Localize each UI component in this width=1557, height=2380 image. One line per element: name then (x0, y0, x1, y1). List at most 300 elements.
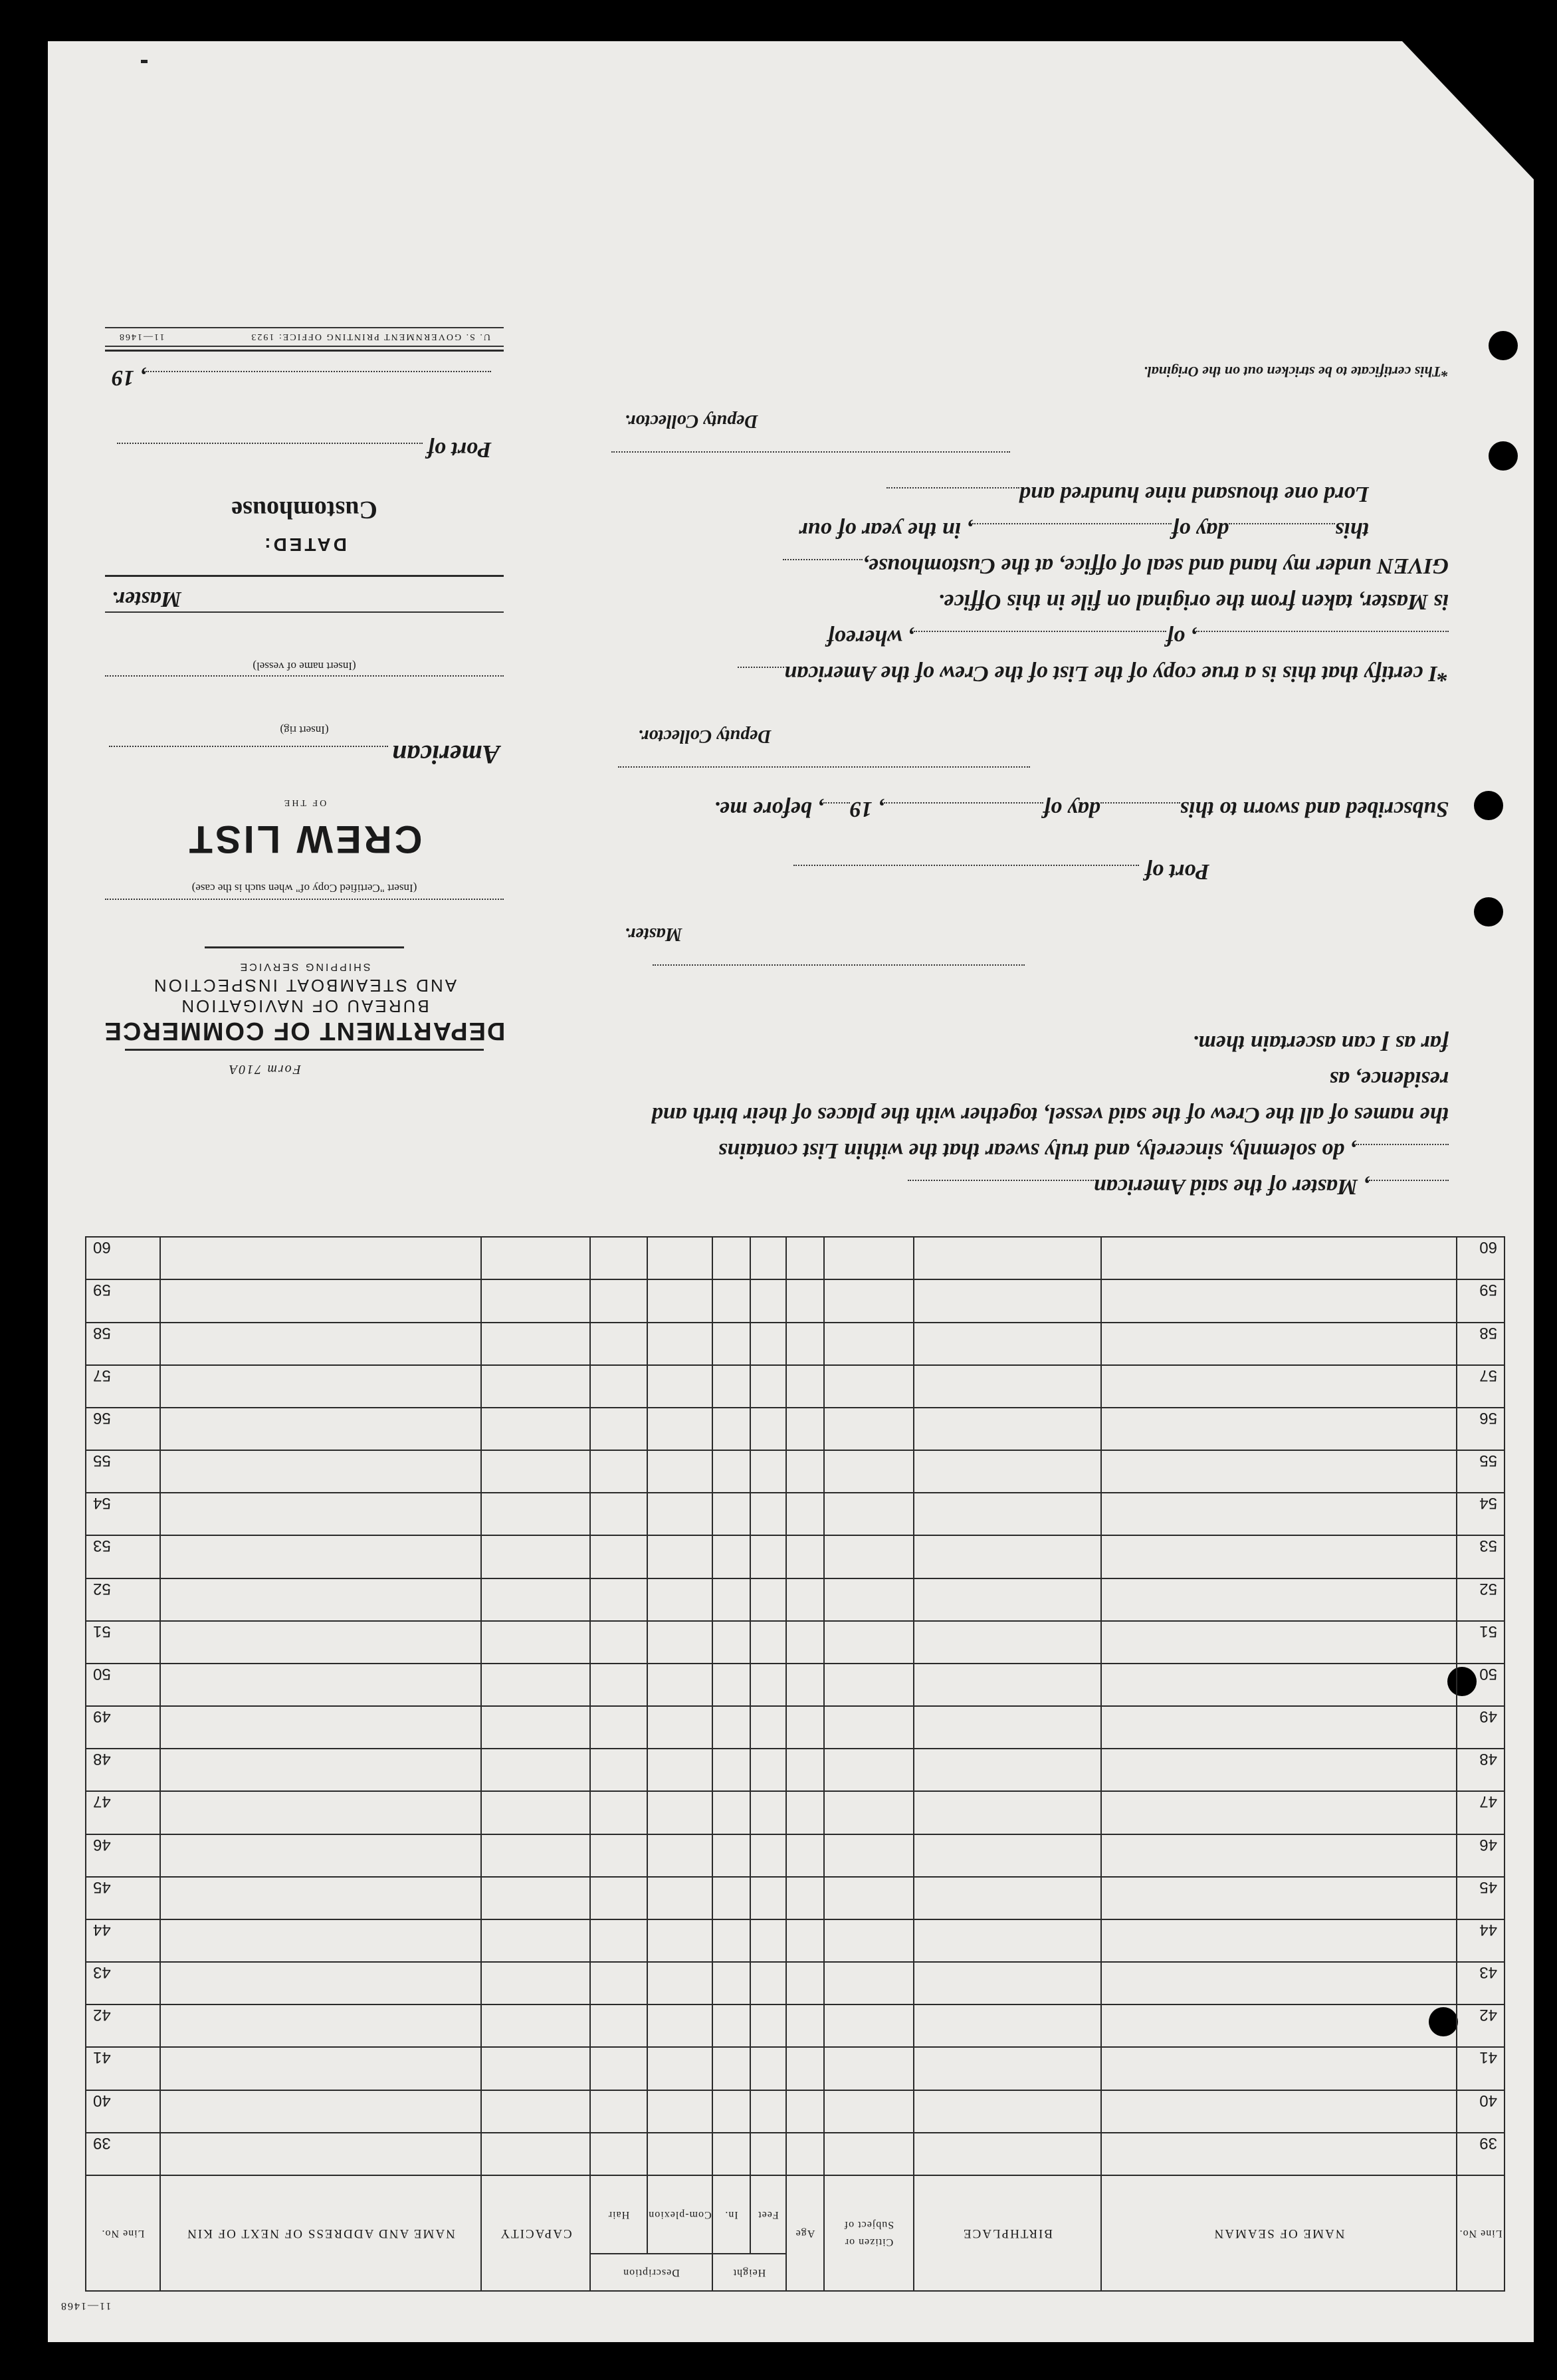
form-code: 11—1468 (118, 332, 165, 342)
table-row (86, 1493, 1505, 1535)
table-cell (914, 1621, 1101, 1664)
table-cell (914, 1919, 1101, 1962)
table-cell (712, 1919, 750, 1962)
table-cell (647, 1706, 712, 1749)
table-cell (824, 1877, 914, 1919)
table-cell (750, 1365, 786, 1408)
table-cell (824, 1323, 914, 1365)
table-cell (712, 1493, 750, 1535)
table-cell (1101, 1408, 1457, 1450)
table-cell (160, 1877, 481, 1919)
subscribed-text: Subscribed and sworn to this (1180, 797, 1449, 821)
subscribed-before: , before me. (714, 797, 823, 821)
table-cell (481, 1535, 590, 1578)
table-cell (1101, 1578, 1457, 1621)
table-cell (1101, 1279, 1457, 1322)
table-cell (824, 1834, 914, 1877)
table-cell (824, 1578, 914, 1621)
table-cell (712, 2004, 750, 2047)
table-cell (786, 1493, 824, 1535)
table-cell (160, 1279, 481, 1322)
crew-table-section (86, 1236, 1505, 2292)
table-cell (590, 2004, 647, 2047)
line-number-left: 51 (1457, 1621, 1505, 1664)
table-cell (824, 1365, 914, 1408)
certify-master: is Master, taken from the original on file in this Office. (938, 590, 1449, 614)
customhouse-label: Customhouse (231, 496, 377, 524)
table-cell (160, 1834, 481, 1877)
table-cell (481, 1749, 590, 1791)
table-cell (481, 1621, 590, 1664)
table-cell (824, 1535, 914, 1578)
bureau-line-1: BUREAU OF NAVIGATION (179, 996, 429, 1016)
table-cell (647, 1493, 712, 1535)
line-number-left: 46 (1457, 1834, 1505, 1877)
master-label: Master. (112, 587, 181, 611)
table-cell (160, 1791, 481, 1834)
department-title: DEPARTMENT OF COMMERCE (103, 1017, 506, 1045)
table-cell (1101, 1962, 1457, 2004)
table-cell (914, 1493, 1101, 1535)
table-row (86, 1323, 1505, 1365)
line-number-left: 52 (1457, 1578, 1505, 1621)
line-number-left: 48 (1457, 1749, 1505, 1791)
table-cell (914, 1323, 1101, 1365)
line-number-right: 39 (86, 2133, 160, 2175)
table-row (86, 1450, 1505, 1493)
table-cell (590, 1962, 647, 2004)
table-cell (786, 2004, 824, 2047)
table-cell (786, 1791, 824, 1834)
table-cell (1101, 1664, 1457, 1706)
line-number-left: 53 (1457, 1535, 1505, 1578)
oath-section (585, 61, 1449, 1204)
table-cell (481, 1408, 590, 1450)
line-number-right: 45 (86, 1877, 160, 1919)
table-cell (481, 1706, 590, 1749)
table-cell (647, 2047, 712, 2090)
table-cell (647, 1237, 712, 1279)
line-number-right: 48 (86, 1749, 160, 1791)
line-number-right: 46 (86, 1834, 160, 1877)
table-cell (786, 1408, 824, 1450)
table-cell (712, 1706, 750, 1749)
table-cell (712, 1664, 750, 1706)
table-cell (786, 1664, 824, 1706)
year-prefix: , 19 (112, 366, 146, 390)
table-cell (914, 2133, 1101, 2175)
table-cell (824, 1749, 914, 1791)
table-cell (786, 1621, 824, 1664)
certificate-footnote: *This certificate to be stricken out on the Original. (1144, 364, 1449, 380)
table-row (86, 2133, 1505, 2175)
table-cell (786, 1919, 824, 1962)
table-cell (481, 1237, 590, 1279)
header-line-no-right: Line No. (86, 2175, 160, 2291)
table-cell (1101, 2047, 1457, 2090)
table-cell (647, 1535, 712, 1578)
port-of-title: Port of (427, 437, 492, 462)
table-cell (914, 1450, 1101, 1493)
table-cell (786, 1834, 824, 1877)
line-number-left: 42 (1457, 2004, 1505, 2047)
line-number-left: 47 (1457, 1791, 1505, 1834)
table-cell (160, 1621, 481, 1664)
table-cell (160, 1493, 481, 1535)
line-number-left: 55 (1457, 1450, 1505, 1493)
line-number-right: 53 (86, 1535, 160, 1578)
line-number-right: 50 (86, 1664, 160, 1706)
port-of-label: Port of (1144, 859, 1209, 884)
line-number-right: 43 (86, 1962, 160, 2004)
table-cell (481, 1834, 590, 1877)
table-cell (647, 1664, 712, 1706)
table-cell (824, 1706, 914, 1749)
line-number-left: 44 (1457, 1919, 1505, 1962)
certify-of: , of (1166, 625, 1196, 650)
table-cell (481, 1323, 590, 1365)
table-row (86, 1535, 1505, 1578)
line-number-right: 57 (86, 1365, 160, 1408)
header-description: Description (590, 2254, 712, 2291)
table-cell (914, 1664, 1101, 1706)
table-cell (786, 2090, 824, 2133)
table-cell (712, 1237, 750, 1279)
table-row (86, 1749, 1505, 1791)
table-cell (647, 1365, 712, 1408)
table-cell (481, 1664, 590, 1706)
header-complexion: Com-plexion (647, 2175, 712, 2254)
table-cell (590, 1493, 647, 1535)
table-cell (647, 2133, 712, 2175)
table-cell (1101, 1323, 1457, 1365)
table-cell (914, 1578, 1101, 1621)
table-cell (590, 1365, 647, 1408)
table-cell (590, 2090, 647, 2133)
table-cell (647, 1749, 712, 1791)
table-cell (750, 1237, 786, 1279)
table-cell (590, 1919, 647, 1962)
table-cell (750, 1408, 786, 1450)
table-cell (160, 1706, 481, 1749)
table-cell (647, 1408, 712, 1450)
table-row (86, 2047, 1505, 2090)
table-cell (590, 2133, 647, 2175)
dated-label: DATED: (262, 534, 347, 555)
table-cell (1101, 1791, 1457, 1834)
table-cell (647, 1450, 712, 1493)
table-row (86, 2004, 1505, 2047)
table-cell (824, 1450, 914, 1493)
given-dayof: day of (1172, 518, 1229, 542)
table-cell (824, 1919, 914, 1962)
oath-line1: , Master of the said American (1093, 1174, 1369, 1199)
table-cell (160, 1919, 481, 1962)
table-cell (160, 2133, 481, 2175)
table-cell (590, 1877, 647, 1919)
table-cell (160, 1578, 481, 1621)
table-cell (786, 1962, 824, 2004)
line-number-left: 41 (1457, 2047, 1505, 2090)
given-year: , in the year of our (799, 518, 973, 542)
table-cell (590, 1791, 647, 1834)
line-number-left: 57 (1457, 1365, 1505, 1408)
table-cell (481, 2004, 590, 2047)
table-cell (590, 1664, 647, 1706)
ink-mark (141, 60, 148, 63)
line-number-left: 59 (1457, 1279, 1505, 1322)
table-cell (647, 1919, 712, 1962)
punch-hole (1489, 441, 1518, 471)
table-cell (914, 2047, 1101, 2090)
punch-hole (1489, 331, 1518, 360)
line-number-right: 55 (86, 1450, 160, 1493)
table-cell (824, 2133, 914, 2175)
table-cell (750, 1323, 786, 1365)
bureau-line-2: AND STEAMBOAT INSPECTION (152, 976, 457, 996)
table-cell (647, 2004, 712, 2047)
table-cell (1101, 2090, 1457, 2133)
table-cell (647, 2090, 712, 2133)
line-number-right: 41 (86, 2047, 160, 2090)
line-number-right: 47 (86, 1791, 160, 1834)
table-row (86, 2090, 1505, 2133)
table-cell (914, 2090, 1101, 2133)
table-cell (750, 1450, 786, 1493)
table-cell (712, 1408, 750, 1450)
table-cell (824, 1621, 914, 1664)
table-cell (786, 1323, 824, 1365)
header-age: Age (786, 2175, 824, 2291)
certified-copy-note: (Insert "Certified Copy of" when such is the case) (191, 882, 417, 895)
line-number-right: 44 (86, 1919, 160, 1962)
table-cell (712, 1578, 750, 1621)
table-row (86, 1664, 1505, 1706)
line-number-left: 54 (1457, 1493, 1505, 1535)
table-cell (914, 1535, 1101, 1578)
table-cell (750, 1535, 786, 1578)
table-cell (914, 1237, 1101, 1279)
header-capacity: CAPACITY (481, 2175, 590, 2291)
table-cell (914, 1279, 1101, 1322)
table-cell (824, 2090, 914, 2133)
table-cell (1101, 2004, 1457, 2047)
insert-name-note: (Insert name of vessel) (253, 660, 356, 673)
table-row (86, 1279, 1505, 1322)
table-cell (750, 1791, 786, 1834)
table-cell (647, 1279, 712, 1322)
table-cell (481, 1962, 590, 2004)
table-cell (824, 1962, 914, 2004)
table-cell (712, 1749, 750, 1791)
oath-line4: far as I can ascertain them. (1192, 1031, 1449, 1055)
table-cell (750, 1279, 786, 1322)
table-cell (750, 1621, 786, 1664)
table-cell (590, 1535, 647, 1578)
table-cell (590, 1323, 647, 1365)
table-cell (160, 1408, 481, 1450)
table-cell (481, 1919, 590, 1962)
table-row (86, 1578, 1505, 1621)
table-cell (824, 1408, 914, 1450)
header-line-no: Line No. (1457, 2175, 1505, 2291)
table-cell (712, 1962, 750, 2004)
table-cell (647, 1877, 712, 1919)
line-number-right: 40 (86, 2090, 160, 2133)
table-cell (160, 2047, 481, 2090)
line-number-right: 49 (86, 1706, 160, 1749)
line-number-left: 45 (1457, 1877, 1505, 1919)
table-cell (1101, 2133, 1457, 2175)
line-number-left: 56 (1457, 1408, 1505, 1450)
line-number-right: 58 (86, 1323, 160, 1365)
table-cell (712, 2047, 750, 2090)
form-number: Form 710A (228, 1062, 301, 1077)
table-cell (712, 2133, 750, 2175)
table-cell (914, 1706, 1101, 1749)
header-name-of-seaman: NAME OF SEAMAN (1101, 2175, 1457, 2291)
table-cell (914, 1791, 1101, 1834)
table-cell (750, 1919, 786, 1962)
table-cell (590, 1578, 647, 1621)
table-row (86, 1919, 1505, 1962)
table-cell (712, 1791, 750, 1834)
table-cell (786, 1578, 824, 1621)
crew-table (85, 1236, 1505, 2292)
table-cell (590, 1237, 647, 1279)
table-cell (1101, 1834, 1457, 1877)
table-cell (1101, 1706, 1457, 1749)
american-label: American (391, 740, 500, 770)
table-cell (824, 1237, 914, 1279)
table-cell (160, 1664, 481, 1706)
table-cell (1101, 1749, 1457, 1791)
table-cell (712, 1450, 750, 1493)
table-cell (786, 2047, 824, 2090)
table-cell (647, 1578, 712, 1621)
table-cell (712, 1279, 750, 1322)
table-cell (750, 1834, 786, 1877)
header-height: Height (712, 2254, 786, 2291)
table-cell (481, 1279, 590, 1322)
table-cell (786, 1450, 824, 1493)
table-cell (160, 1450, 481, 1493)
table-cell (1101, 1365, 1457, 1408)
header-inches: In. (712, 2175, 750, 2254)
table-cell (750, 2047, 786, 2090)
table-cell (647, 1621, 712, 1664)
table-cell (914, 2004, 1101, 2047)
table-cell (914, 1834, 1101, 1877)
table-cell (481, 1493, 590, 1535)
table-cell (590, 1706, 647, 1749)
table-cell (1101, 1450, 1457, 1493)
table-cell (750, 1877, 786, 1919)
table-cell (481, 1791, 590, 1834)
certify-text: *I certify that this is a true copy of the List of the Crew of the American (784, 661, 1449, 686)
line-number-left: 50 (1457, 1664, 1505, 1706)
table-cell (824, 2004, 914, 2047)
table-cell (712, 1834, 750, 1877)
printer-imprint: U. S. GOVERNMENT PRINTING OFFICE: 1923 (250, 332, 490, 342)
table-cell (786, 1749, 824, 1791)
sheet-form-code: 11—1468 (60, 2300, 112, 2312)
table-cell (647, 1791, 712, 1834)
table-cell (750, 1664, 786, 1706)
table-cell (750, 2090, 786, 2133)
certify-whereof: , whereof (827, 625, 914, 650)
table-cell (914, 1408, 1101, 1450)
table-cell (590, 1450, 647, 1493)
table-cell (786, 1279, 824, 1322)
table-cell (590, 1408, 647, 1450)
table-cell (481, 2047, 590, 2090)
table-cell (1101, 1621, 1457, 1664)
table-cell (712, 1535, 750, 1578)
line-number-right: 52 (86, 1578, 160, 1621)
table-cell (160, 1323, 481, 1365)
table-cell (750, 2133, 786, 2175)
table-cell (750, 1706, 786, 1749)
punch-hole (1474, 897, 1503, 926)
line-number-right: 42 (86, 2004, 160, 2047)
table-cell (824, 2047, 914, 2090)
table-cell (786, 1237, 824, 1279)
table-cell (481, 1450, 590, 1493)
table-cell (824, 1664, 914, 1706)
table-row (86, 1834, 1505, 1877)
table-cell (712, 1323, 750, 1365)
service-label: SHIPPING SERVICE (238, 961, 371, 972)
table-row (86, 1621, 1505, 1664)
table-cell (160, 1237, 481, 1279)
master-caption: Master. (625, 924, 682, 944)
table-cell (1101, 1877, 1457, 1919)
table-cell (914, 1962, 1101, 2004)
table-cell (786, 1877, 824, 1919)
header-hair: Hair (590, 2175, 647, 2254)
header-feet: Feet (750, 2175, 786, 2254)
table-cell (590, 2047, 647, 2090)
table-row (86, 1706, 1505, 1749)
table-row (86, 1408, 1505, 1450)
line-number-left: 43 (1457, 1962, 1505, 2004)
table-cell (481, 1365, 590, 1408)
line-number-left: 40 (1457, 2090, 1505, 2133)
table-cell (590, 1279, 647, 1322)
header-birthplace: BIRTHPLACE (914, 2175, 1101, 2291)
table-cell (914, 1749, 1101, 1791)
table-cell (824, 1791, 914, 1834)
table-row (86, 1791, 1505, 1834)
table-cell (712, 1365, 750, 1408)
line-number-right: 60 (86, 1237, 160, 1279)
table-cell (1101, 1919, 1457, 1962)
deputy-collector-caption-2: Deputy Collector. (625, 411, 758, 431)
table-cell (160, 1365, 481, 1408)
table-cell (590, 1621, 647, 1664)
deputy-collector-caption: Deputy Collector. (638, 726, 772, 746)
table-cell (1101, 1493, 1457, 1535)
form-title-section (98, 133, 510, 1077)
table-cell (914, 1365, 1101, 1408)
subscribed-dayof: day of (1043, 797, 1100, 821)
table-cell (647, 1834, 712, 1877)
table-row (86, 1962, 1505, 2004)
table-row (86, 1877, 1505, 1919)
given-text: GIVEN under my hand and seal of office, at the Customhouse, (863, 554, 1449, 578)
given-lord: Lord one thousand nine hundred and (1019, 482, 1369, 506)
